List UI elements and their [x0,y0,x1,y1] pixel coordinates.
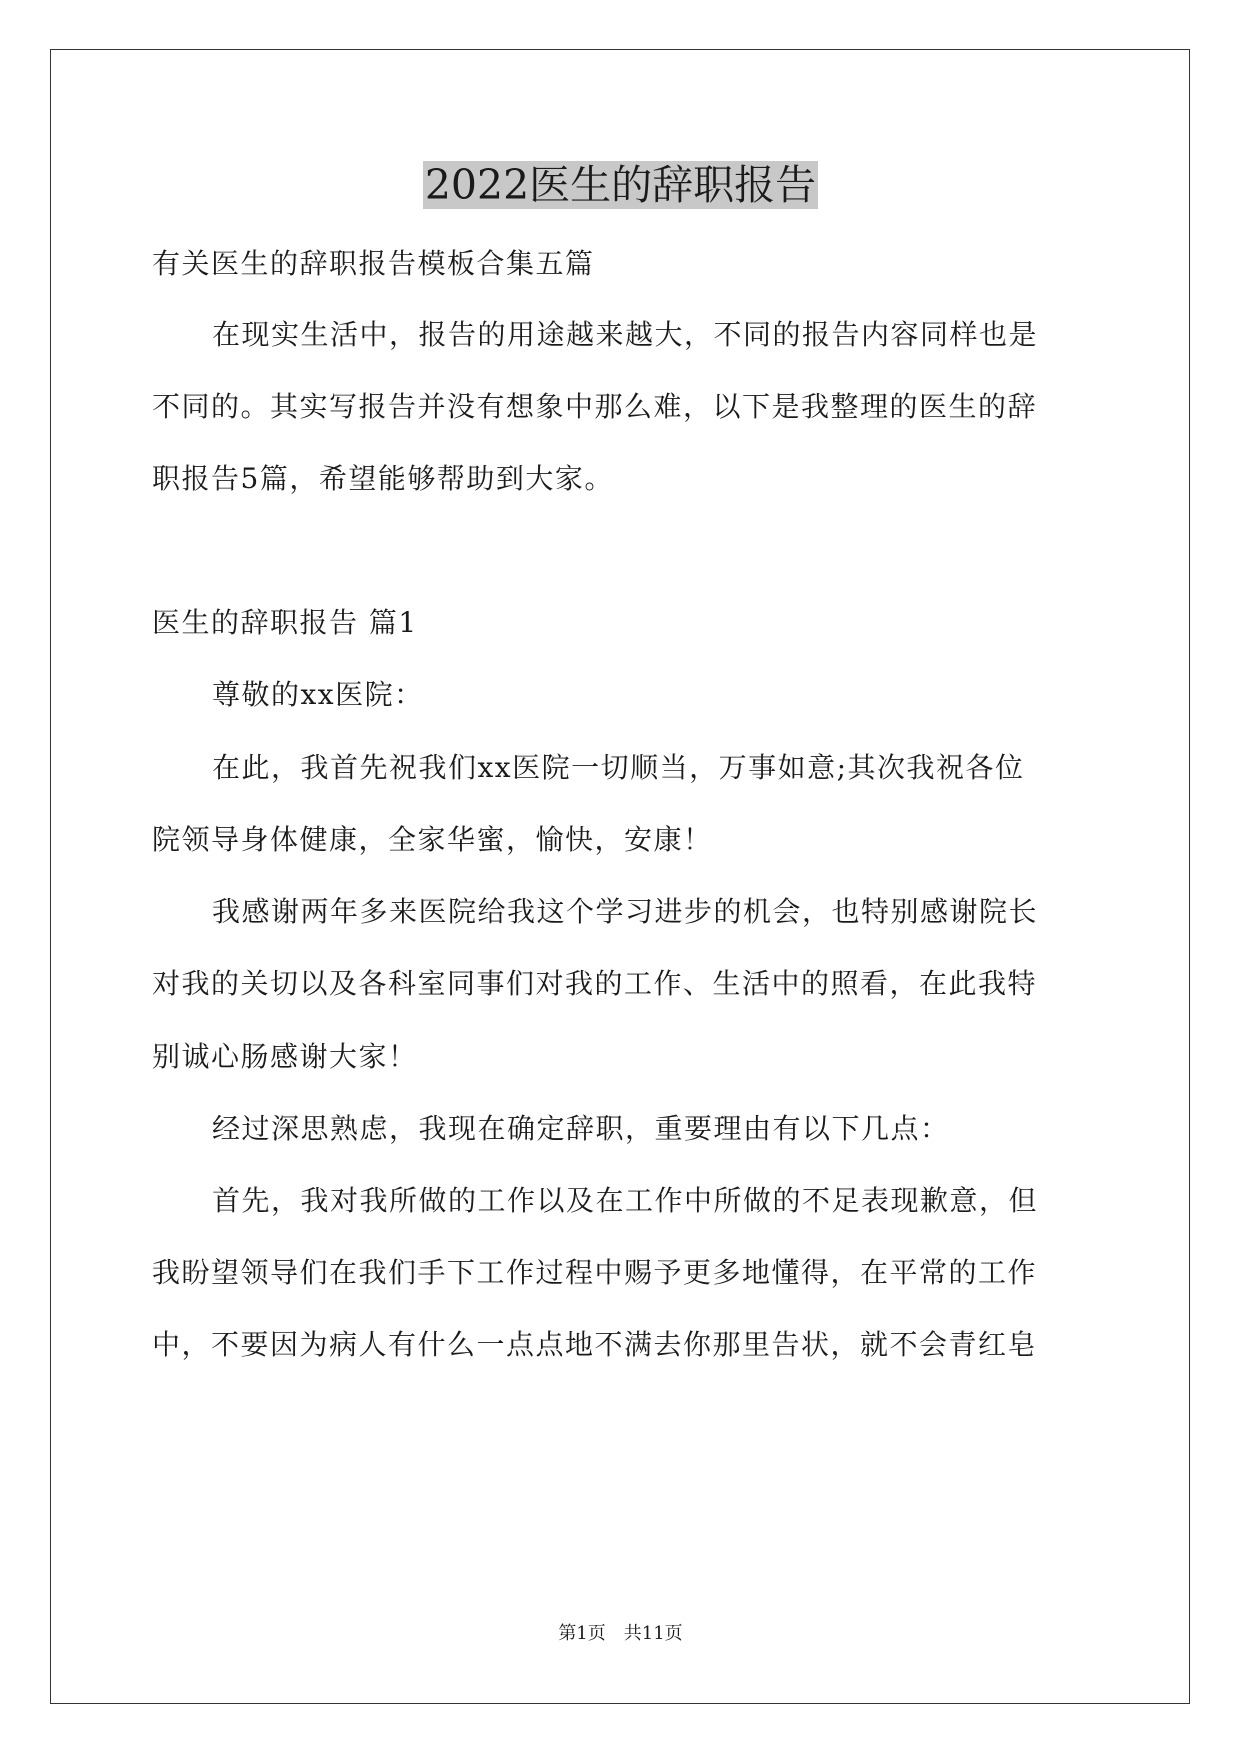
document-title [0,155,1241,215]
body-line-5: 别诚心肠感谢大家！ [152,1040,418,1073]
intro-line-2: 不同的。其实写报告并没有想象中那么难，以下是我整理的医生的辞 [152,390,1038,423]
intro-line-1: 在现实生活中，报告的用途越来越大，不同的报告内容同样也是 [212,318,1039,351]
body-line-4: 对我的关切以及各科室同事们对我的工作、生活中的照看，在此我特 [152,967,1038,1000]
body-line-7: 首先，我对我所做的工作以及在工作中所做的不足表现歉意，但 [212,1184,1039,1217]
document-title-text: 2022医生的辞职报告 [424,161,817,209]
body-line-2: 院领导身体健康，全家华蜜，愉快，安康！ [152,823,713,856]
body-line-8: 我盼望领导们在我们手下工作过程中赐予更多地懂得，在平常的工作 [152,1256,1038,1289]
body-line-6: 经过深思熟虑，我现在确定辞职，重要理由有以下几点： [212,1112,950,1145]
page-frame [50,49,1190,1704]
section-heading: 医生的辞职报告 篇1 [152,606,418,639]
body-line-9: 中，不要因为病人有什么一点点地不满去你那里告状，就不会青红皂 [152,1328,1038,1361]
body-line-1: 在此，我首先祝我们xx医院一切顺当，万事如意;其次我祝各位 [212,751,1025,784]
document-subtitle: 有关医生的辞职报告模板合集五篇 [152,247,595,280]
body-line-3: 我感谢两年多来医院给我这个学习进步的机会，也特别感谢院长 [212,895,1039,928]
intro-line-3: 职报告5篇，希望能够帮助到大家。 [152,462,614,495]
page-footer [0,1622,1241,1646]
salutation: 尊敬的xx医院： [212,678,424,711]
page-total: 共11页 [623,1623,683,1644]
page-number: 第1页 [558,1623,606,1644]
